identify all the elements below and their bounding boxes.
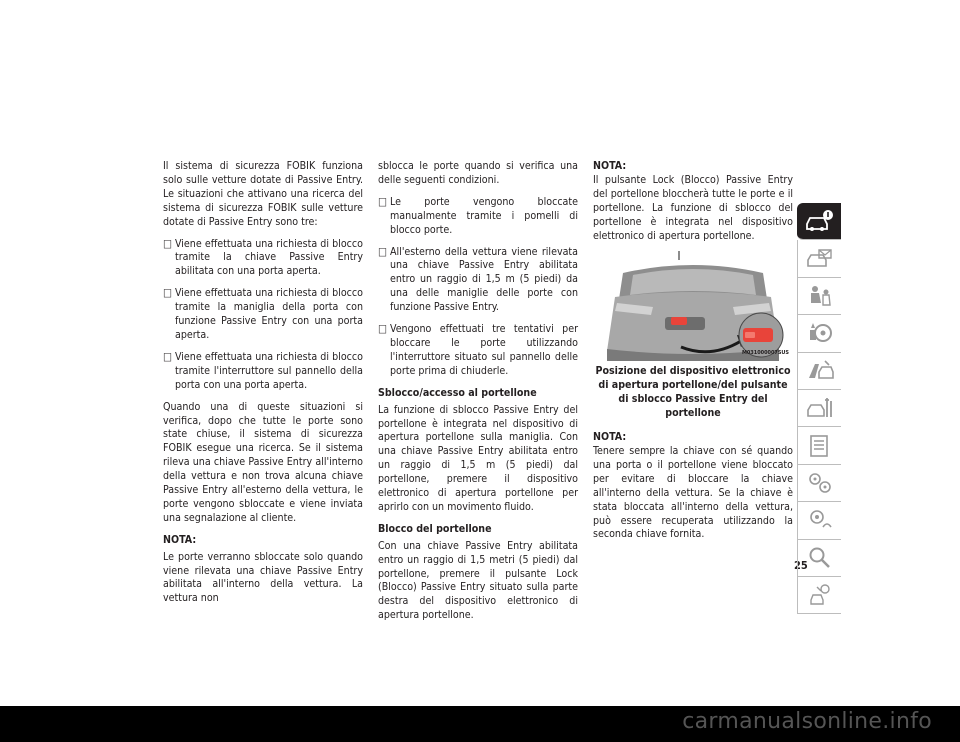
bullet-icon: □ [163, 350, 173, 363]
tailgate-illustration [593, 251, 793, 361]
text-column-2 [378, 160, 578, 631]
bullet-icon: □ [163, 237, 173, 250]
watermark: carmanualsonline.info [682, 709, 932, 734]
list-item: □ Viene effettuata una richiesta di blocco tramite la maniglia della porta con funzione Passive Entry con una porta aperta. [163, 287, 363, 341]
tab-safety[interactable] [797, 278, 841, 315]
roadside-tools-icon [805, 395, 835, 421]
body-paragraph: Con una chiave Passive Entry abilitata entro un raggio di 1,5 metri (5 piedi) dal portellone, premere il pulsante Lock (Blocco) Passive Entry situato sulla parte destra del dispositivo elettronico di apertura portellone. [378, 539, 578, 622]
driving-icon [805, 358, 835, 384]
child-seat-icon [805, 283, 835, 309]
note-text: Il pulsante Lock (Blocco) Passive Entry del portellone bloccherà tutte le porte e il portellone. La funzione di sblocco del portellone è integrata nel dispositivo elettronico di apertura portellone. [593, 173, 793, 242]
note-label: NOTA: [593, 160, 627, 172]
tab-warning-lights[interactable] [797, 240, 841, 277]
list-item: □ Le porte vengono bloccate manualmente tramite i pomelli di blocco porte. [378, 195, 578, 236]
tech-specs-icon [805, 470, 835, 496]
text-column-1 [163, 160, 363, 614]
figure-caption: Posizione del dispositivo elettronico di apertura portellone/del pulsante di sblocco Passive Entry del portellone [595, 365, 791, 420]
tab-technical-specifications[interactable] [797, 465, 841, 502]
search-index-icon [805, 545, 835, 571]
note-label: NOTA: [163, 533, 197, 546]
continuation-paragraph: sblocca le porte quando si verifica una delle seguenti condizioni. [378, 160, 578, 186]
bullet-icon: □ [163, 287, 173, 300]
bullet-icon: □ [378, 245, 388, 258]
bullet-list-2 [378, 196, 578, 379]
note-text: Le porte verranno sbloccate solo quando viene rilevata una chiave Passive Entry abilitata all'interno della vettura. La vettura non [163, 550, 363, 605]
tab-starting-operating[interactable] [797, 315, 841, 352]
note-label: NOTA: [593, 431, 627, 444]
bullet-list-1 [163, 238, 363, 393]
body-paragraph: Quando una di queste situazioni si verifica, dopo che tutte le porte sono state chiuse, il sistema di sicurezza FOBIK esegue una ricerca. Se il sistema rileva una chiave Passive Entry all'interno della vettura e non trova alcuna chiave Passive Entry all'esterno della vettura, le porte vengono sbloccate e viene inviata una segnalazione al cliente. [163, 400, 363, 524]
tab-multimedia[interactable] [797, 502, 841, 539]
tab-index[interactable] [797, 540, 841, 577]
text-column-3 [593, 160, 793, 550]
steering-wheel-icon [805, 320, 835, 346]
tab-maintenance[interactable] [797, 427, 841, 464]
list-item: □ All'esterno della vettura viene rilevata una chiave Passive Entry abilitata entro un raggio di 1,5 m (5 piedi) da una delle maniglie delle porte con funzione Passive Entry. [378, 245, 578, 314]
tailgate-figure [593, 251, 793, 361]
note-text: Tenere sempre la chiave con sé quando una porta o il portellone viene bloccato per evitare di bloccare la chiave all'interno della vettura. Se la chiave è stata bloccata all'interno della vettura, può essere recuperata utilizzando la seconda chiave fornita. [593, 444, 793, 541]
tab-in-case-of-emergency[interactable] [797, 353, 841, 390]
multimedia-icon [805, 507, 835, 533]
bullet-icon: □ [378, 195, 388, 208]
car-info-icon [804, 208, 834, 234]
section-heading: Blocco del portellone [378, 522, 492, 535]
footer-bar [0, 706, 960, 742]
list-item: □ Viene effettuata una richiesta di blocco tramite la chiave Passive Entry abilitata con una porta aperta. [163, 237, 363, 278]
language-icon [805, 582, 835, 608]
tab-languages[interactable] [797, 577, 841, 614]
intro-paragraph: Il sistema di sicurezza FOBIK funziona solo sulle vetture dotate di Passive Entry. Le situazioni che attivano una ricerca del sistema di sicurezza FOBIK sulle vetture dotate di Passive Entry sono tre: [163, 160, 363, 228]
bullet-icon: □ [378, 323, 388, 336]
tab-servicing[interactable] [797, 390, 841, 427]
body-paragraph: La funzione di sblocco Passive Entry del portellone è integrata nel dispositivo di apertura portellone sulla maniglia. Con una chiave Passive Entry abilitata entro un raggio di 1,5 m (5 piedi) dal portellone, premere il dispositivo elettronico di apertura portellone per aprirlo con un movimento fluido. [378, 403, 578, 513]
page-number: 25 [794, 559, 808, 572]
list-item: □ Viene effettuata una richiesta di blocco tramite l'interruttore sul pannello della porta con una porta aperta. [163, 350, 363, 391]
chapter-tabs [797, 203, 841, 614]
safety-warning-icon [805, 246, 835, 272]
section-heading: Sblocco/accesso al portellone [378, 386, 537, 399]
tab-getting-to-know-vehicle[interactable] [797, 203, 841, 240]
maintenance-checklist-icon [805, 433, 835, 459]
list-item: □ Vengono effettuati tre tentativi per bloccare le porte utilizzando l'interruttore situato sul pannello delle porte prima di chiuderle. [378, 323, 578, 377]
figure-code: M031000007SUS [741, 349, 789, 356]
